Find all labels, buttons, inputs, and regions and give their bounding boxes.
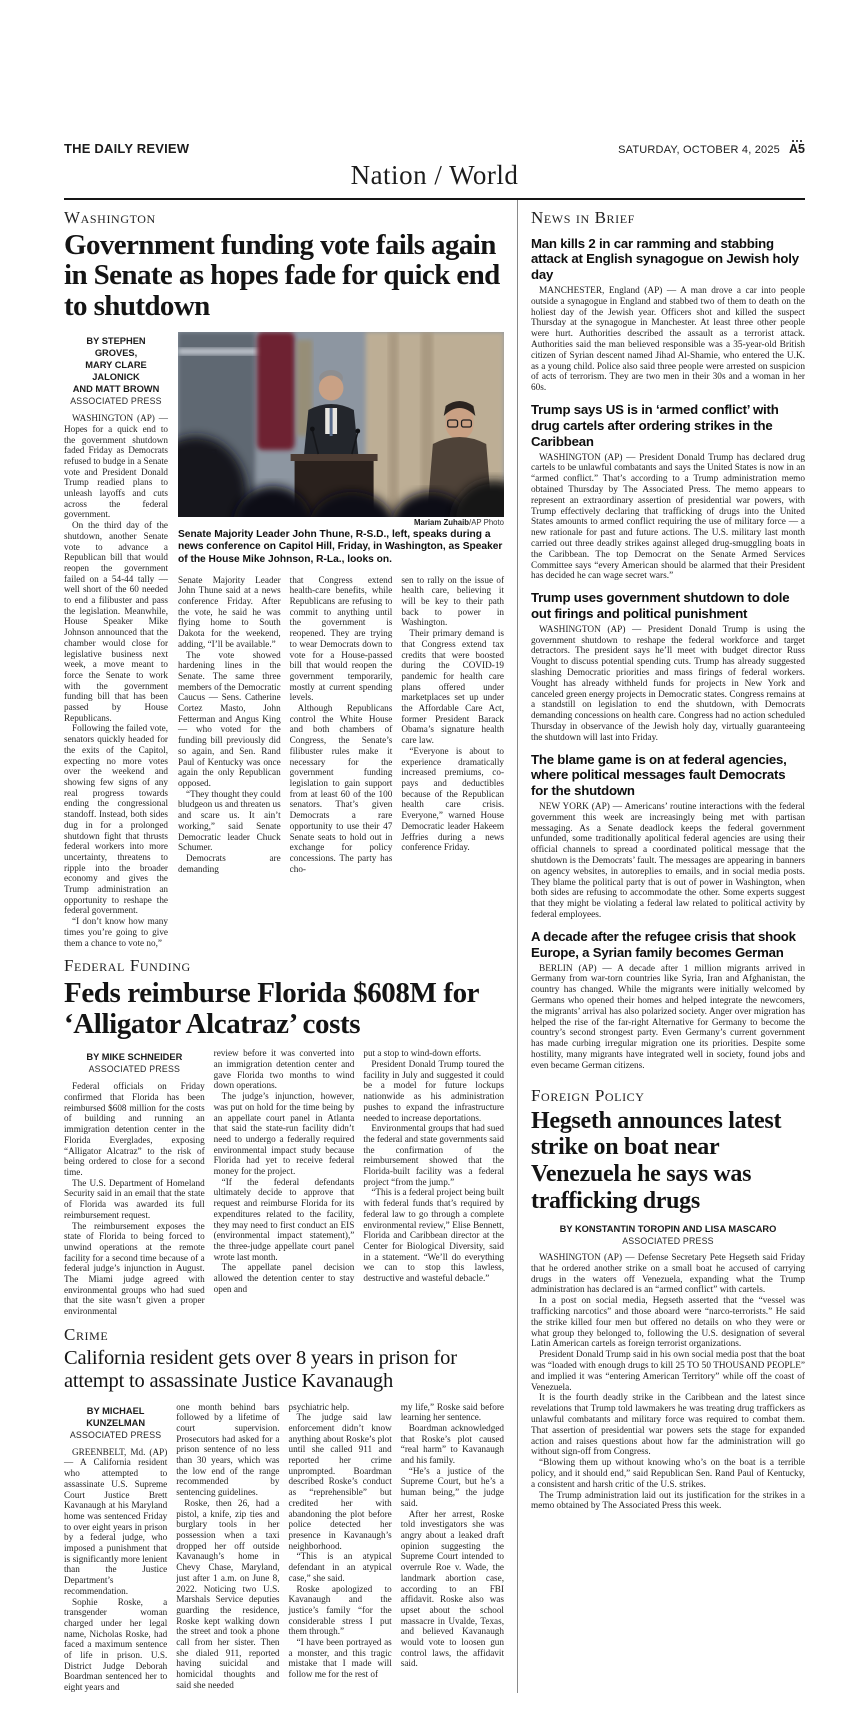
body-paragraph: Roske apologized to Kavanaugh and the justice’s family “for the considerable stress I put them through.”	[288, 1583, 392, 1637]
brief-body: NEW YORK (AP) — Americans’ routine interactions with the federal government this week are increasingly being met with partisan messaging. As a Senate deadlock keeps the federal government unfunded, some traditionally apolitical federal agencies are using their official channels to spread a coordinated political message that the shutdown is the Democrats’ fault. The messages are appearing in banners on agency websites, in autoreplies to emails, and in social media posts. They blame the political party that is out of power in Washington, when both sides are refusing to accommodate the other. Some experts suggest that they might be violating a federal law related to political activity by federal employees.	[531, 802, 805, 921]
body-column	[401, 1402, 504, 1670]
body-paragraph: my life,” Roske said before learning her sentence.	[400, 1401, 504, 1423]
body-paragraph: The appellate panel decision allowed the detention center to stay open and	[213, 1262, 355, 1294]
body-paragraph: President Donald Trump said in his own social media post that the boat was “loaded with enough drugs to kill 25 TO 50 THOUSAND PEOPLE” and implied it was “entering American Territory” while off the coast of Venezuela.	[531, 1350, 805, 1393]
body-paragraph: Following the failed vote, senators quickly headed for the exits of the Capitol, expecting no more votes over the weekend and showing few signs of any real progress towards ending the congressional standoff. Instead, both sides dug in for a prolonged shutdown fight that thrusts federal workers into more uncertainty, threatens to ripple into the broader economy and gives the Trump administration an opportunity to reshape the federal government.	[64, 723, 168, 916]
kicker-news-in-brief: News in Brief	[531, 207, 635, 227]
body-column	[176, 1402, 279, 1691]
body-paragraph: Sophie Roske, a transgender woman charged under her legal name, Nicholas Roske, had faced a maximum sentence of life in prison. U.S. District Judge Deborah Boardman sentenced her to eight years and	[64, 1596, 168, 1693]
brief-title: The blame game is on at federal agencies, where political messages fault Democrats for the shutdown	[531, 751, 787, 799]
brief-item	[531, 929, 805, 1072]
body-paragraph: Their primary demand is that Congress extend tax credits that were boosted during the COVID-19 pandemic for health care plans offered under marketplaces set up under the Affordable Care Act, former President Barack Obama’s signature health care law.	[401, 628, 505, 746]
body-column	[214, 1048, 355, 1294]
body-paragraph: Senate Majority Leader John Thune said at a news conference Friday. After the vote, he said he was flying home to South Dakota for the weekend, adding, “I’ll be available.”	[178, 574, 281, 649]
body-paragraph: Although Republicans control the White House and both chambers of Congress, the Senate’s filibuster rules make it necessary for the government funding legislation to gain support from at least 60 of the 100 senators. That’s given Democrats a rare opportunity to use their 47 Senate seats to hold out in exchange for policy concessions. The party has cho-	[289, 703, 393, 874]
body-column	[64, 1048, 205, 1317]
body-paragraph: GREENBELT, Md. (AP) — A California resident who attempted to assassinate U.S. Supreme Court Justice Brett Kavanaugh at his Maryland home was sentenced Friday to over eight years in prison by a federal judge, who imposed a punishment that is significantly more lenient than the Justice Department’s recommendation.	[64, 1446, 168, 1596]
photo-credit: Mariam Zuhaib/AP Photo	[414, 517, 504, 527]
body-column	[64, 1402, 167, 1693]
body-paragraph: “He’s a justice of the Supreme Court, but he’s a human being,” the judge said.	[400, 1465, 504, 1508]
body-paragraph: “Blowing them up without knowing who’s on the boat is a terrible policy, and it should end,” said Republican Sen. Rand Paul of Kentucky, a consistent and harsh critic of the U.S. strikes.	[531, 1458, 805, 1490]
brief-body: MANCHESTER, England (AP) — A man drove a car into people outside a synagogue in England and stabbed two of them to death on the holiest day of the Jewish year. Officers shot and killed the suspect Thursday at the synagogue in Manchester. At least three other people were hurt. Authorities described the assault as a terrorist attack. Authorities said the man believed responsible was a 35-year-old British citizen of Syrian descent named Jihad Al-Shamie, who entered the U.K. as a young child. Police also said three people were arrested on suspicion of acts of terrorism. They are two men in their 30s and a woman in her 60s.	[531, 286, 805, 394]
body-column	[290, 575, 393, 875]
headline-crime: California resident gets over 8 years in prison for attempt to assassinate Justice Kavanaugh	[64, 1346, 457, 1393]
body-paragraph: that Congress extend health-care benefits, while Republicans are refusing to commit to anything until the government is reopened. They are trying to wear Democrats down to vote for a House-passed bill that would reopen the government temporarily, mostly at current spending levels.	[289, 574, 393, 703]
page-folio	[789, 140, 805, 156]
kicker-foreign-policy: Foreign Policy	[531, 1085, 645, 1105]
headline-shutdown: Government funding vote fails again in Senate as hopes fade for quick end to shutdown	[64, 228, 500, 322]
byline-org: ASSOCIATED PRESS	[88, 1064, 181, 1075]
brief-body: BERLIN (AP) — A decade after 1 million migrants arrived in Germany from war-torn countries like Syria, Iran and Afghanistan, the country has changed. While the migrants were initially welcomed by Germans who opened their homes and helped integrate the newcomers, the migrants’ arrival has also polarized society. Anger over migration has helped the rise of the far-right Alternative for Germany to become the country’s second strongest party. Even Germany’s current government has made curbing irregular migration one its priorities. Despite some hostility, many migrants have integrated well in society, found jobs and even became German citizens.	[531, 963, 805, 1071]
body-paragraph: Democrats are demanding	[178, 852, 281, 874]
brief-item	[531, 236, 805, 395]
body-column	[289, 1402, 392, 1680]
body-paragraph: “If the federal defendants ultimately decide to approve that request and reimburse Florida for its expenditures related to the facility, they may need to first conduct an EIS (environmental impact statement),” the three-judge appellate court panel wrote last month.	[213, 1176, 355, 1262]
brief-title: Trump says US is in ‘armed conflict’ with drug cartels after ordering strikes in the Caribbean	[531, 402, 779, 449]
body-paragraph: “They thought they could bludgeon us and threaten us and scare us. It ain’t working,” said Senate Democratic leader Chuck Schumer.	[178, 788, 281, 853]
body-paragraph: sen to rally on the issue of health care, believing it will be key to their path back to power in Washington.	[401, 574, 505, 628]
body-paragraph: In a post on social media, Hegseth asserted that the “vessel was trafficking narcotics” and those aboard were “narco-terrorists.” He said the strike killed four men but offered no details on who they were or what group they belonged to, following the U.S. designation of several Latin American cartels as foreign terrorist organizations.	[531, 1296, 805, 1350]
body-paragraph: After her arrest, Roske told investigators she was angry about a leaked draft opinion suggesting the Supreme Court intended to overrule Roe v. Wade, the landmark abortion case, according to an FBI affidavit. Roske also was upset about the school massacre in Uvalde, Texas, and believed Kavanaugh would vote to loosen gun control laws, the affidavit said.	[400, 1508, 504, 1669]
masthead-title: THE DAILY REVIEW	[64, 140, 190, 156]
body-paragraph: The U.S. Department of Homeland Security said in an email that the state of Florida was awarded its full reimbursement request.	[64, 1177, 205, 1220]
body-paragraph: WASHINGTON (AP) — Hopes for a quick end to the government shutdown faded Friday as Democrats refused to budge in a Senate vote and President Donald Trump readied plans to unleash layoffs and cuts across the federal government.	[64, 413, 168, 520]
photo-caption: Senate Majority Leader John Thune, R-S.D., left, speaks during a news conference on Capitol Hill, Friday, in Washington, as Speaker of the House Mike Johnson, R-La., looks on.	[178, 528, 503, 565]
body-column	[401, 575, 504, 853]
byline-org: ASSOCIATED PRESS	[70, 396, 162, 407]
brief-body: WASHINGTON (AP) — President Donald Trump is using the government shutdown to reshape the federal workforce and target detractors. The president says he’ll meet with budget director Russ Vought to discuss potential spending cuts. Trump has already suggested slashing Democratic priorities and mass firings of federal workers. Vought has already withheld funds for projects in New York and canceled green energy projects in Democratic states. Congress remains at a standstill on legislation to end the shutdown, with Democrats demanding concessions on health care. Congress had no action scheduled Thursday in observance of the Jewish holy day, virtually guaranteeing the shutdown will last into Friday.	[531, 624, 805, 743]
body-paragraph: “I don’t know how many times you’re going to give them a chance to vote no,”	[64, 916, 168, 948]
body-column	[178, 575, 281, 875]
page-number: A5	[789, 142, 805, 156]
byline: BY MIKE SCHNEIDER	[86, 1052, 183, 1063]
body-paragraph: “This is an atypical defendant in an atypical case,” she said.	[288, 1551, 392, 1583]
body-paragraph: On the third day of the shutdown, another Senate vote to advance a Republican bill that would reopen the government failed on a 54-44 tally — well short of the 60 needed to end a filibuster and pass the legislation. Meanwhile, House Speaker Mike Johnson announced that the chamber would close for legislative business next week, a move meant to force the Senate to work with the government funding bill that has been passed by House Republicans.	[64, 520, 168, 723]
brief-title: Trump uses government shutdown to dole out firings and political punishment	[531, 590, 790, 621]
brief-item	[531, 590, 805, 743]
body-paragraph: Roske, then 26, had a pistol, a knife, zip ties and burglary tools in her possession when a taxi dropped her off outside Kavanaugh’s home in Chevy Chase, Maryland, just after 1 a.m. on June 8, 2022. Noticing two U.S. Marshals Service deputies guarding the residence, Roske kept walking down the street and took a phone call from her sister. Then she dialed 911, reported having suicidal and homicidal thoughts and said she needed	[176, 1497, 280, 1690]
body-paragraph: The judge’s injunction, however, was put on hold for the time being by an appellate court panel in Atlanta that said the state-run facility didn’t need to undergo a federally required environmental impact study because Florida had yet to receive federal money for the project.	[213, 1091, 355, 1177]
body-paragraph: The judge said law enforcement didn’t know anything about Roske’s plot until she called 911 and reported her crime unprompted. Boardman described Roske’s conduct as “reprehensible” but credited her with abandoning the plot before police detected her presence in Kavanaugh’s neighborhood.	[288, 1412, 392, 1551]
body-paragraph: review before it was converted into an immigration detention center and gave Florida two months to wind down operations.	[213, 1048, 355, 1091]
left-region	[64, 200, 504, 1693]
brief-title: A decade after the refugee crisis that shook Europe, a Syrian family becomes German	[531, 928, 796, 960]
brief-body: WASHINGTON (AP) — President Donald Trump has declared drug cartels to be unlawful combatants and says the United States is now in an “armed conflict.” That’s according to a Trump administration memo obtained Thursday by The Associated Press. The memo appears to represent an extraordinary assertion of presidential war powers, with Trump effectively declaring that trafficking of drugs into the United States amounts to armed conflict requiring the use of military force — a new rationale for past and future actions. The U.S. military last month carried out three deadly strikes against alleged drug-smuggling boats in the Caribbean. The top Democrat on the Senate Armed Services Committee says “every American should be alarmed that their President has decided he can wage secret wars.”	[531, 452, 805, 582]
byline: BY KONSTANTIN TOROPIN AND LISA MASCARO	[559, 1224, 777, 1234]
byline-org: ASSOCIATED PRESS	[69, 1429, 162, 1440]
newspaper-page	[64, 140, 805, 1693]
section-title: Nation / World	[350, 159, 519, 190]
body-paragraph: The vote showed hardening lines in the Senate. The same three members of the Democratic Caucus — Sens. Catherine Cortez Masto, John Fetterman and Angus King — who voted for the funding bill previously did so again, and Sen. Rand Paul of Kentucky was once again the only Republican opposed.	[178, 649, 281, 788]
right-region	[517, 200, 805, 1693]
article-crime	[64, 1402, 504, 1693]
body-paragraph: The Trump administration laid out its justification for the strikes in a memo obtained by The Associated Press this week.	[531, 1490, 805, 1512]
masthead	[64, 140, 805, 156]
headline-hegseth: Hegseth announces latest strike on boat near Venezuela he says was trafficking drugs	[531, 1107, 782, 1215]
body-column	[64, 332, 168, 949]
body-paragraph: The reimbursement exposes the state of Florida to being forced to unwind operations at the remote facility for a second time because of a federal judge’s injunction in August. The Miami judge agreed with environmental groups who had sued that the site wasn’t given a proper environmental	[64, 1220, 205, 1317]
body-paragraph: It is the fourth deadly strike in the Caribbean and the latest since revelations that Trump told lawmakers he was treating drug traffickers as unlawful combatants and military force was required to combat them. That assertion of presidential war powers sets the stage for expanded action and raises questions about how far the administration will go without sign-off from Congress.	[531, 1393, 805, 1458]
kicker-washington: Washington	[64, 207, 156, 227]
body-paragraph: “I have been portrayed as a monster, and this tragic mistake that I made will follow me for the rest of	[288, 1637, 392, 1680]
body-paragraph: WASHINGTON (AP) — Defense Secretary Pete Hegseth said Friday that he ordered another strike on a small boat he accused of carrying drugs in the waters off Venezuela, expanding what the Trump administration has declared is an “armed conflict” with cartels.	[531, 1253, 805, 1296]
brief-item	[531, 402, 805, 582]
kicker-federal-funding: Federal Funding	[64, 956, 191, 976]
article-florida	[64, 1048, 504, 1317]
news-photo-graphic	[178, 332, 504, 517]
body-paragraph: President Donald Trump toured the facility in July and suggested it could be a model for future lockups nationwide as his administration pushes to expand the infrastructure needed to increase deportations.	[363, 1058, 505, 1123]
brief-title: Man kills 2 in car ramming and stabbing attack at English synagogue on Jewish holy day	[531, 235, 799, 283]
article-shutdown	[64, 332, 504, 949]
kicker-crime: Crime	[64, 1324, 109, 1344]
byline: BY MICHAEL KUNZELMAN	[86, 1405, 146, 1428]
brief-item	[531, 752, 805, 921]
body-paragraph: “Everyone is about to experience dramatically increased premiums, co-pays and deductibles because of the Republican health care crisis. Everyone,” warned House Democratic leader Hakeem Jeffries during a news conference Friday.	[401, 745, 505, 853]
masthead-date: SATURDAY, OCTOBER 4, 2025	[618, 143, 781, 156]
article-hegseth	[531, 1253, 805, 1512]
body-paragraph: psychiatric help.	[288, 1401, 350, 1412]
body-column	[363, 1048, 504, 1283]
body-paragraph: “This is a federal project being built with federal funds that’s required by federal law to go through a complete environmental review,” Elise Bennett, Florida and Caribbean director at the Center for Biological Diversity, said in a statement. “We’ll do everything we can to stop this lawless, destructive and wasteful debacle.”	[363, 1187, 505, 1284]
body-paragraph: Environmental groups that had sued the federal and state governments said the confirmation of the reimbursement showed that the Florida-built facility was a federal project “from the jump.”	[363, 1123, 505, 1187]
news-conference-photo	[178, 332, 504, 517]
byline-org: ASSOCIATED PRESS	[622, 1236, 714, 1247]
body-paragraph: one month behind bars followed by a lifetime of court supervision. Prosecutors had asked for a prison sentence of no less than 30 years, which was the low end of the range recommended by sentencing guidelines.	[176, 1401, 280, 1498]
body-paragraph: Federal officials on Friday confirmed that Florida has been reimbursed $608 million for the costs of building and running an immigration detention center in the Florida Everglades, exposing “Alligator Alcatraz” to the risk of being ordered to close for a second time.	[64, 1081, 205, 1177]
headline-florida: Feds reimburse Florida $608M for ‘Alligator Alcatraz’ costs	[64, 977, 479, 1041]
body-paragraph: Boardman acknowledged that Roske’s plot caused “real harm” to Kavanaugh and his family.	[400, 1422, 504, 1466]
byline: BY STEPHEN GROVES, MARY CLARE JALONICK AND MATT BROWN	[72, 335, 160, 395]
body-paragraph: put a stop to wind-down efforts.	[363, 1048, 482, 1059]
